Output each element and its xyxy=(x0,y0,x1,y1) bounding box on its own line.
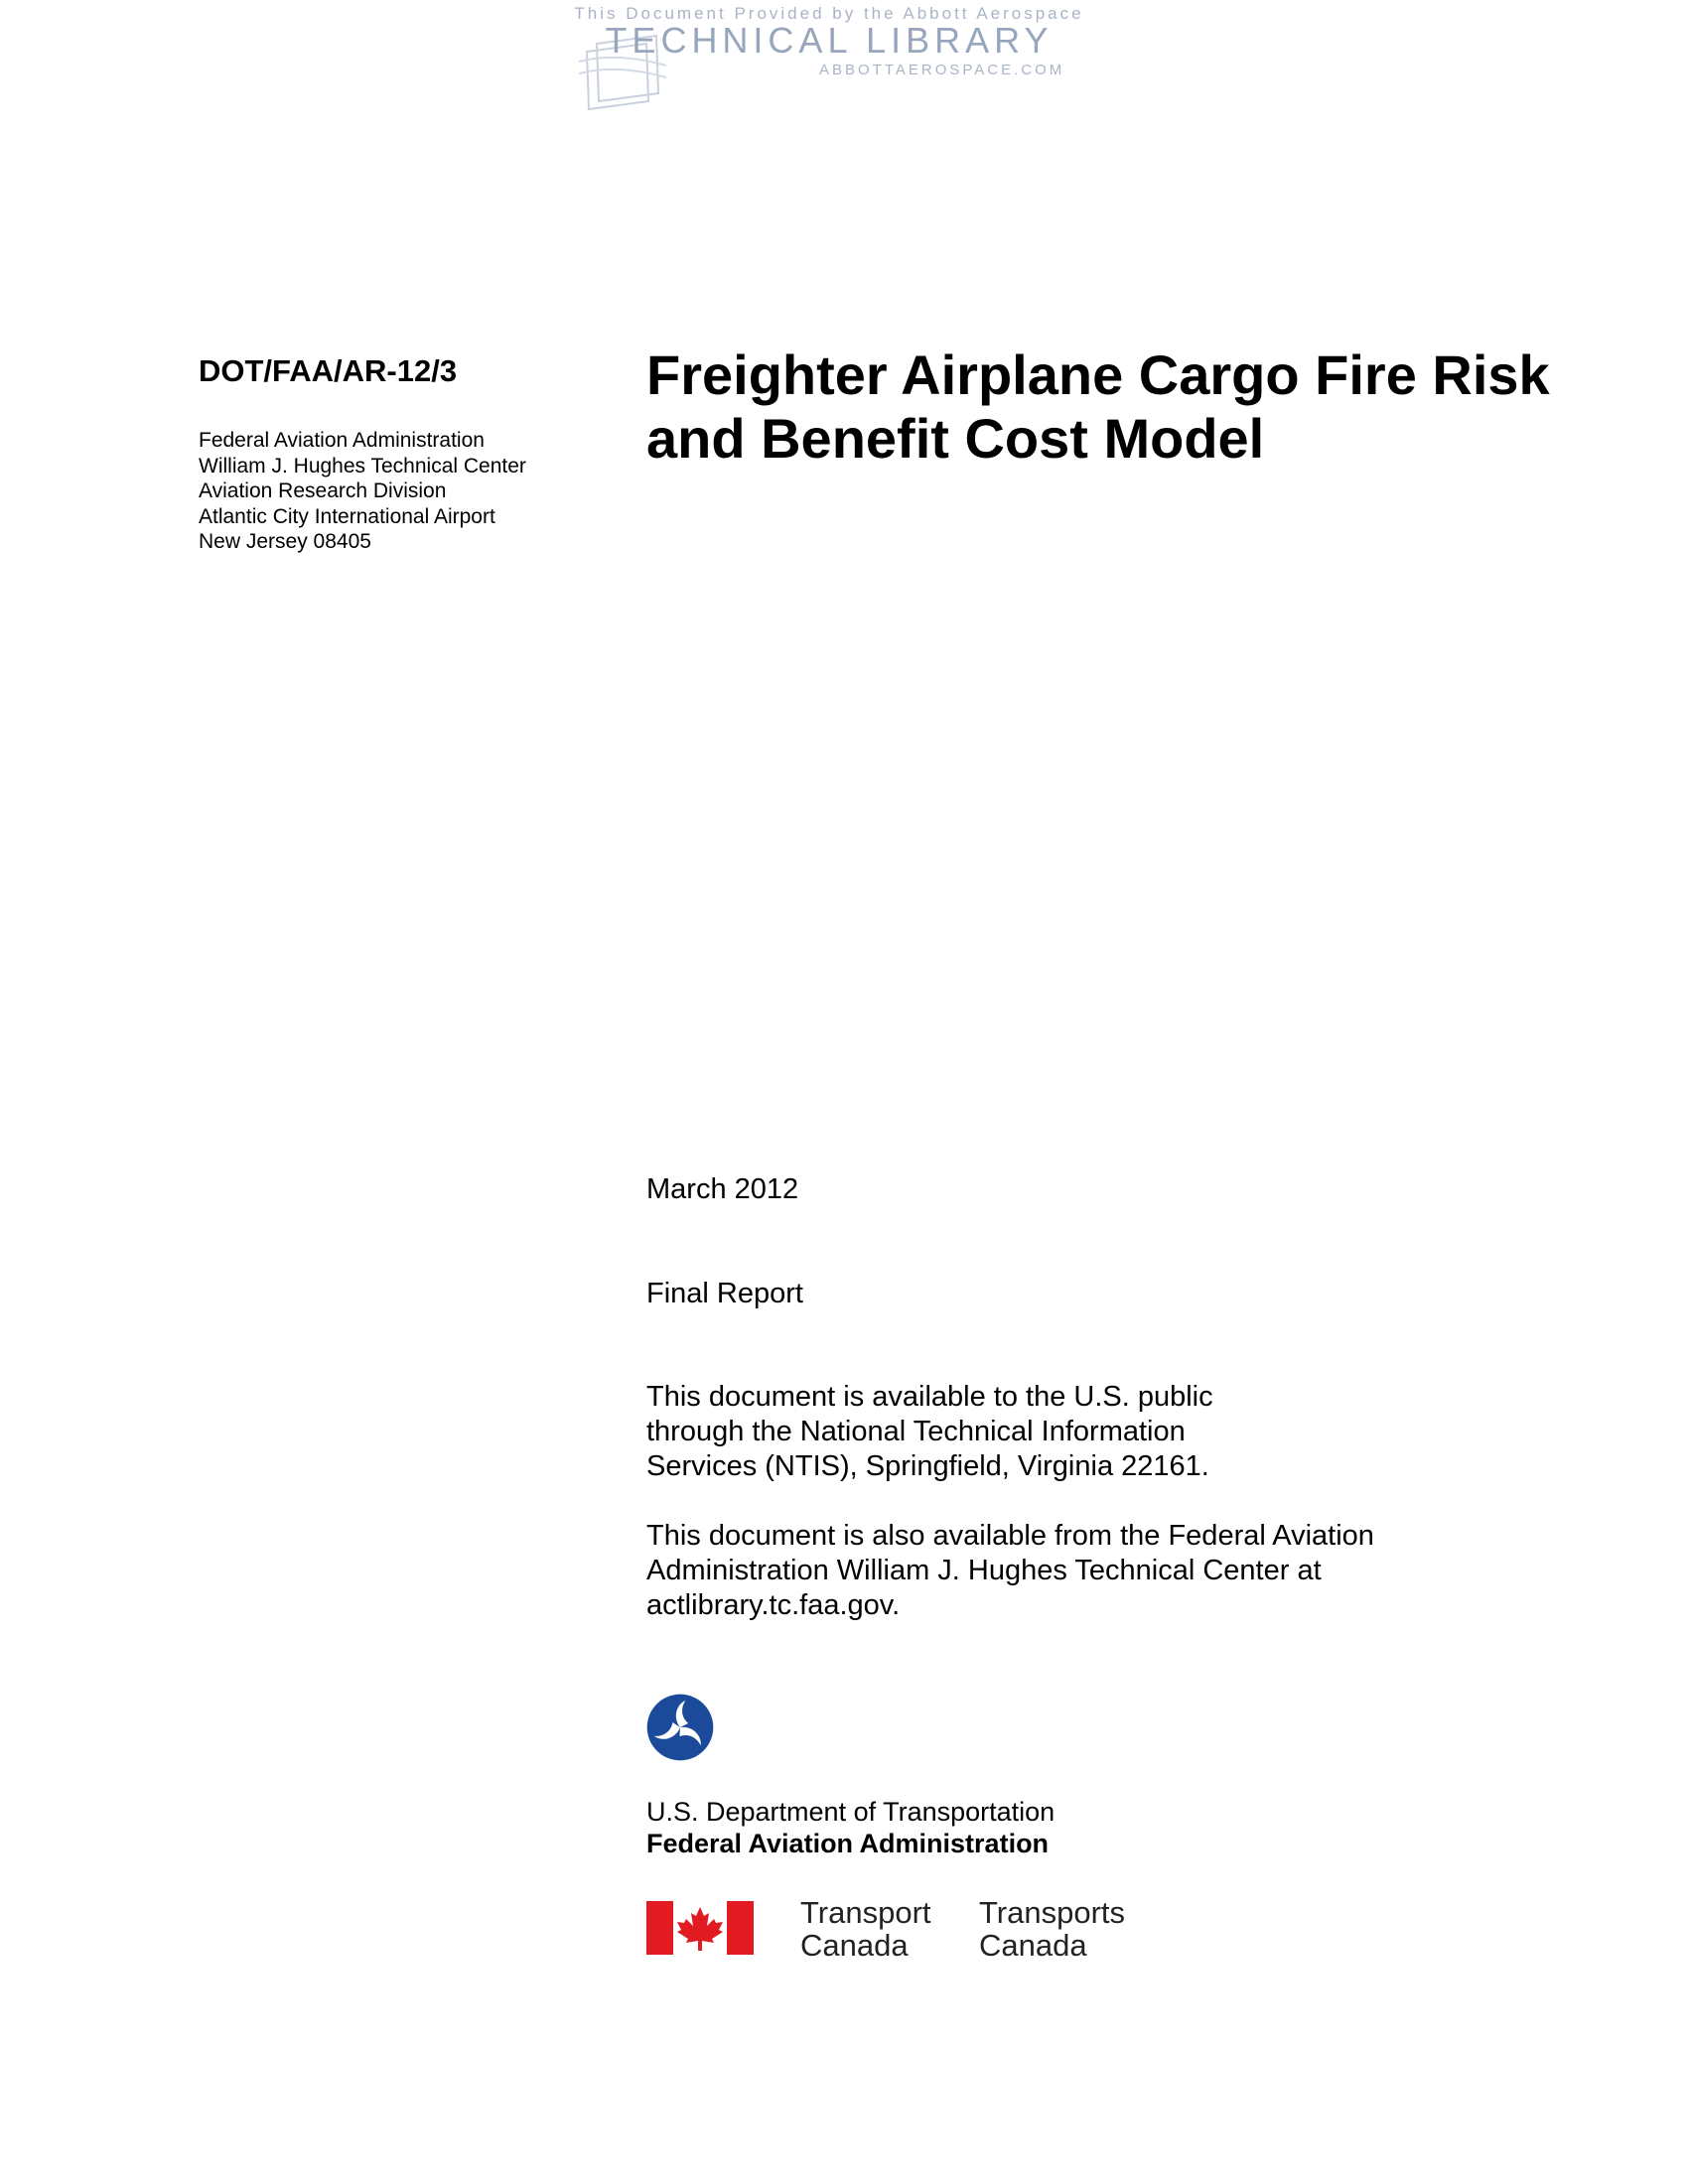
org-line: Federal Aviation Administration xyxy=(199,429,485,452)
transport-canada-english xyxy=(800,1896,931,1962)
report-type: Final Report xyxy=(646,1278,803,1309)
title-line: and Benefit Cost Model xyxy=(646,407,1265,470)
title-line: Freighter Airplane Cargo Fire Risk xyxy=(646,343,1550,406)
watermark-website: ABBOTTAEROSPACE.COM xyxy=(819,62,1065,78)
availability-statement xyxy=(646,1380,1374,1623)
tc-en-line: Canada xyxy=(800,1928,909,1963)
tc-fr-line: Transports xyxy=(979,1895,1126,1930)
transport-canada-french xyxy=(979,1896,1125,1962)
report-title xyxy=(646,343,1639,471)
org-line: William J. Hughes Technical Center xyxy=(199,454,526,478)
availability-line: through the National Technical Information xyxy=(646,1416,1186,1447)
report-date: March 2012 xyxy=(646,1173,799,1205)
department-name: U.S. Department of Transportation xyxy=(646,1797,1055,1827)
org-line: Aviation Research Division xyxy=(199,479,447,502)
availability-line: This document is available to the U.S. public xyxy=(646,1381,1213,1413)
technical-library-watermark xyxy=(571,4,1087,113)
report-number: DOT/FAA/AR-12/3 xyxy=(199,353,458,388)
availability-ntis xyxy=(646,1380,1374,1484)
agency-name: Federal Aviation Administration xyxy=(646,1829,1050,1858)
watermark-library-title: TECHNICAL LIBRARY xyxy=(605,20,1054,61)
org-line: Atlantic City International Airport xyxy=(199,504,495,528)
watermark-provider-text: This Document Provided by the Abbott Aerospace xyxy=(574,4,1084,23)
dot-tri-wave-logo-icon xyxy=(646,1694,714,1761)
availability-faa xyxy=(646,1519,1374,1623)
tc-fr-line: Canada xyxy=(979,1928,1087,1963)
department-block xyxy=(646,1796,1055,1859)
transport-canada-signature xyxy=(646,1896,1143,1966)
org-line: New Jersey 08405 xyxy=(199,530,371,553)
availability-line: actlibrary.tc.faa.gov. xyxy=(646,1589,901,1621)
availability-line: This document is also available from the Federal Aviation xyxy=(646,1520,1374,1552)
canada-flag-icon xyxy=(646,1901,754,1955)
tc-en-line: Transport xyxy=(800,1895,931,1930)
organization-address xyxy=(199,428,526,555)
availability-line: Administration William J. Hughes Technical Center at xyxy=(646,1555,1322,1586)
availability-line: Services (NTIS), Springfield, Virginia 22161. xyxy=(646,1450,1209,1482)
